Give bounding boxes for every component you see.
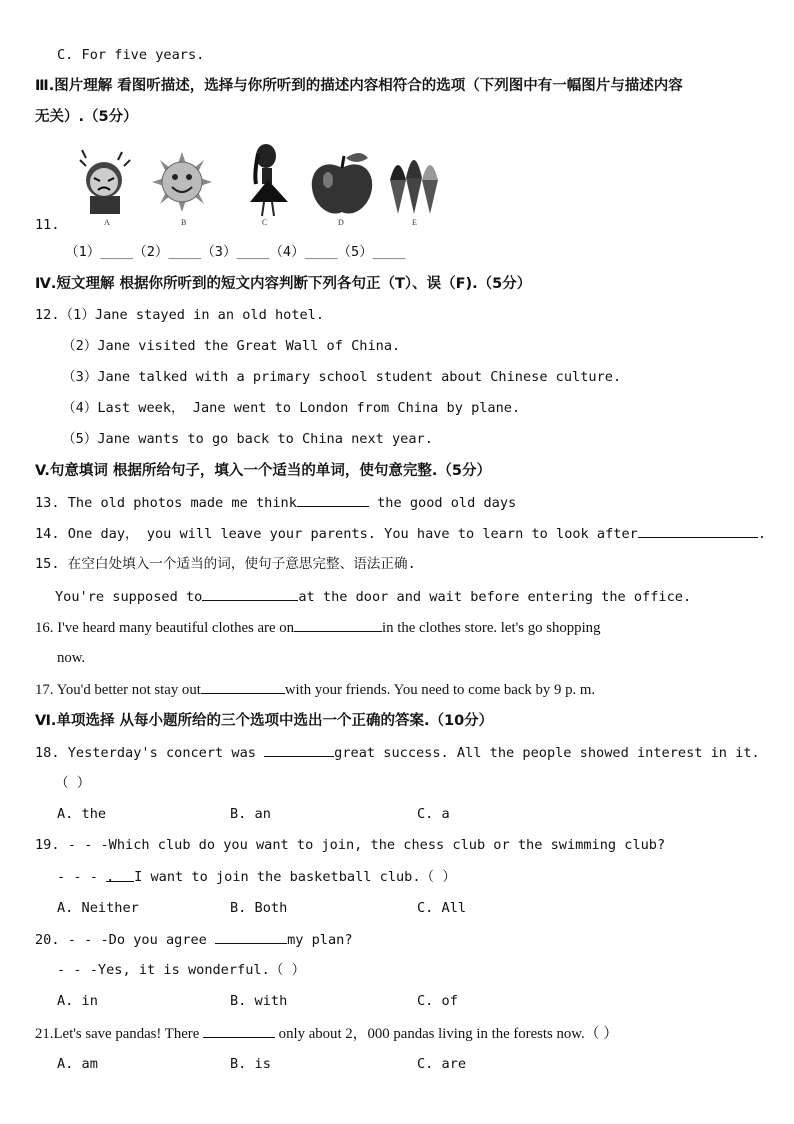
question-14	[35, 523, 766, 544]
answer-blank[interactable]	[297, 492, 369, 507]
question-18	[35, 742, 760, 763]
question-12-item-4: （4）Last week， Jane went to London from China by plane.	[62, 400, 521, 416]
question-12-item-1: 12.（1）Jane stayed in an old hotel.	[35, 307, 325, 323]
section-3-heading: Ⅲ.图片理解 看图听描述，选择与你所听到的描述内容相符合的选项（下列图中有一幅图片与描述内容	[35, 78, 683, 94]
question-11-number: 11.	[35, 217, 60, 233]
section-5-heading: V.句意填词 根据所给句子，填入一个适当的单词，使句意完整.（5分）	[35, 463, 492, 479]
smiling-sun-icon	[146, 140, 218, 225]
answer-blank[interactable]	[201, 679, 285, 694]
section-6-heading: Ⅵ.单项选择 从每小题所给的三个选项中选出一个正确的答案.（10分）	[35, 713, 494, 729]
question-14-text: 14. One day， you will leave your parents. You have to learn to look after	[35, 526, 638, 542]
question-16-text: 16. I've heard many beautiful clothes are on	[35, 620, 295, 636]
option-c-text: C. For five years.	[57, 47, 205, 63]
question-21	[35, 1023, 618, 1044]
answer-blank[interactable]: .	[106, 867, 134, 882]
picture-label-c: C	[262, 218, 268, 227]
picture-label-a: A	[104, 218, 110, 227]
ice-cream-cones-icon	[384, 140, 446, 225]
question-21-option-a[interactable]: A. am	[57, 1056, 98, 1072]
question-19-response	[57, 867, 456, 887]
question-20-text-end: my plan?	[287, 932, 353, 948]
girl-in-skirt-icon	[238, 140, 300, 225]
picture-label-b: B	[181, 218, 187, 227]
section-4-heading: Ⅳ.短文理解 根据你所听到的短文内容判断下列各句正（T）、误（F).（5分）	[35, 276, 532, 292]
question-21-text: 21.Let's save pandas! There	[35, 1026, 203, 1042]
picture-label-e: E	[412, 218, 417, 227]
question-19-option-c[interactable]: C. All	[417, 900, 467, 916]
question-19-option-b[interactable]: B. Both	[230, 900, 288, 916]
question-13-text: 13. The old photos made me think	[35, 495, 297, 511]
answer-blank[interactable]	[203, 1023, 275, 1038]
question-18-option-b[interactable]: B. an	[230, 806, 271, 822]
question-20	[35, 929, 353, 950]
question-13	[35, 492, 516, 513]
picture-label-d: D	[338, 218, 344, 227]
question-20-option-b[interactable]: B. with	[230, 993, 288, 1009]
question-20-option-a[interactable]: A. in	[57, 993, 98, 1009]
question-18-option-a[interactable]: A. the	[57, 806, 107, 822]
question-18-text: 18. Yesterday's concert was	[35, 745, 265, 761]
question-12-item-2: （2）Jane visited the Great Wall of China.	[62, 338, 401, 354]
angry-boy-icon	[72, 140, 142, 225]
question-19: 19. - - -Which club do you want to join, the chess club or the swimming club?	[35, 837, 666, 853]
question-17-text: 17. You'd better not stay out	[35, 682, 201, 698]
question-20-text: 20. - - -Do you agree	[35, 932, 216, 948]
question-15-text: You're supposed to	[55, 589, 203, 605]
question-18-answer-paren[interactable]: （ ）	[55, 775, 91, 791]
question-15-instruction: 15. 在空白处填入一个适当的词，使句子意思完整、语法正确.	[35, 556, 416, 572]
question-18-option-c[interactable]: C. a	[417, 806, 450, 822]
question-16-cont: now.	[57, 650, 86, 666]
question-16-text-end: in the clothes store. let's go shopping	[382, 620, 601, 636]
section-3-heading-cont: 无关）.（5分）	[35, 109, 138, 125]
question-15	[55, 586, 691, 607]
question-21-option-b[interactable]: B. is	[230, 1056, 271, 1072]
apple-icon	[306, 140, 378, 225]
question-18-text-end: great success. All the people showed interest in it.	[334, 745, 760, 761]
answer-blank[interactable]	[294, 617, 382, 632]
question-15-text-end: at the door and wait before entering the office.	[298, 589, 692, 605]
answer-blank[interactable]	[202, 586, 298, 601]
question-11-blanks: （1）____（2）____（3）____（4）____（5）____	[65, 244, 406, 260]
question-17-text-end: with your friends. You need to come back by 9 p. m.	[284, 682, 596, 698]
answer-blank[interactable]	[215, 929, 287, 944]
question-12-item-3: （3）Jane talked with a primary school student about Chinese culture.	[62, 369, 622, 385]
answer-blank[interactable]	[264, 742, 334, 757]
question-17	[35, 679, 595, 700]
question-19-dashes: - - -	[57, 869, 107, 885]
question-21-option-c[interactable]: C. are	[417, 1056, 467, 1072]
answer-blank[interactable]	[638, 523, 758, 538]
question-19-response-text: I want to join the basketball club.（ ）	[134, 869, 456, 885]
question-21-text-end: only about 2，000 pandas living in the forests now.（ ）	[274, 1026, 619, 1042]
question-12-item-5: （5）Jane wants to go back to China next year.	[62, 431, 433, 447]
question-20-response: - - -Yes, it is wonderful.（ ）	[57, 962, 306, 978]
question-16	[35, 617, 600, 638]
question-19-option-a[interactable]: A. Neither	[57, 900, 139, 916]
question-13-text-end: the good old days	[368, 495, 517, 511]
question-20-option-c[interactable]: C. of	[417, 993, 458, 1009]
question-14-text-end: .	[757, 526, 767, 542]
